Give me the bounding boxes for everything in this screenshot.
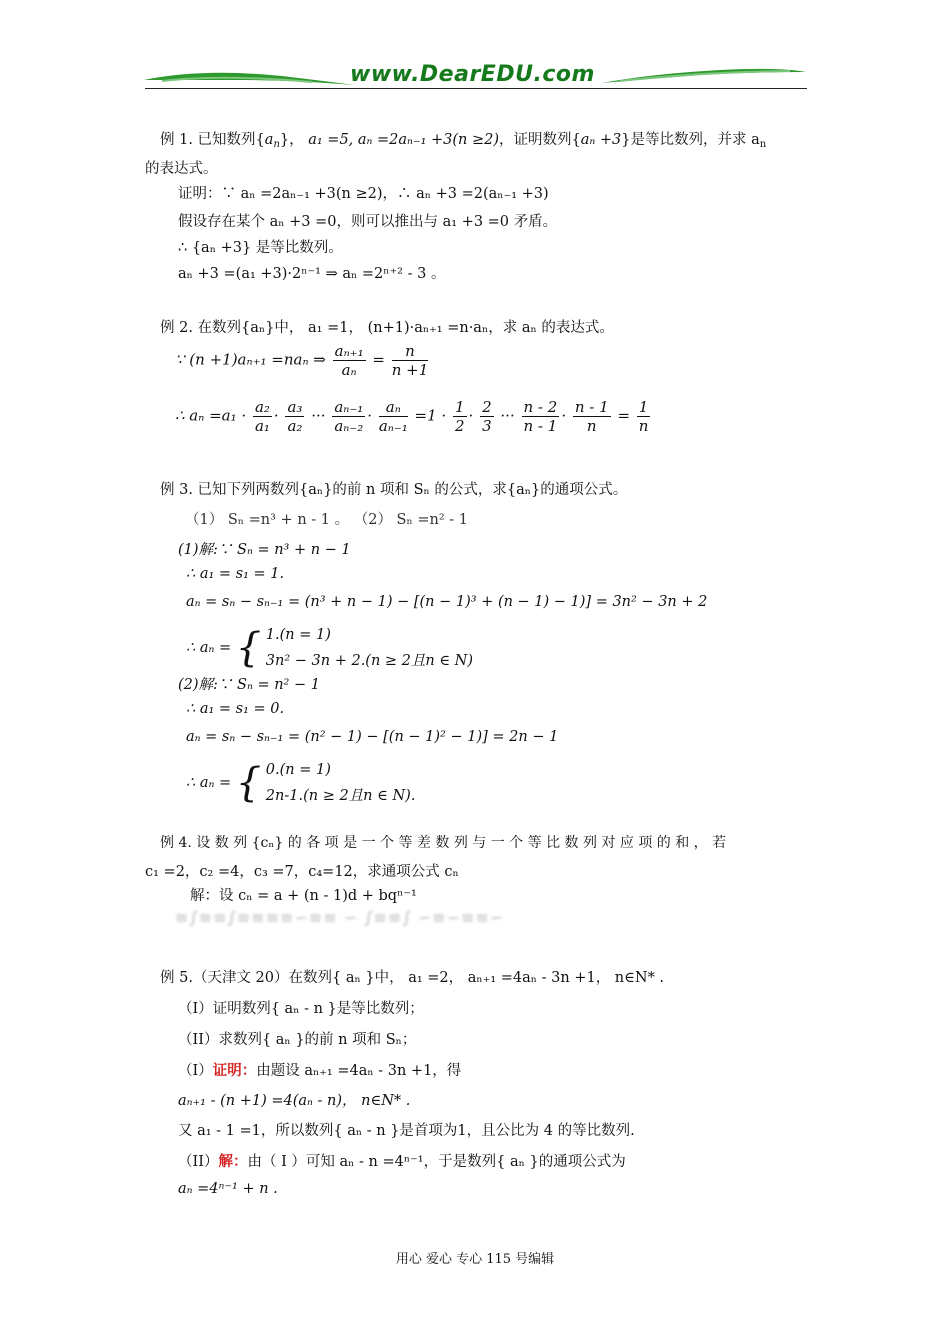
example-3-sol2-line1: (2)解:∵ Sₙ = n² − 1 [178, 677, 320, 693]
example-5-answer-1-line-3: 又 a₁ - 1 =1，所以数列{ aₙ - n }是首项为1，且公比为 4 的等比数列. [178, 1123, 635, 1139]
example-2-step-2: ∴ aₙ =a₁ · $\frac{\text{a₂}}{\text{a₁}}$ · $\frac{\text{a₃}}{\text{a₂}}$ ··· $\frac{\text{aₙ₋₁}}{\text{aₙ₋₂}}$ · $\frac{\text{aₙ}}{\text{aₙ₋₁}}$ =1 · $\frac{1}{2}$ · $\frac{2}{3}$ ··· $\frac{n - 2}{n - 1}$ · $\frac{n - 1}{n}$ = $\frac{1}{n}$ [175, 398, 649, 435]
example-3-sol1-line2: ∴ a₁ = s₁ = 1. [186, 566, 285, 582]
page-footer: 用心 爱心 专心 115 号编辑 [395, 1252, 555, 1267]
example-1-proof-3: ∴ {aₙ +3} 是等比数列。 [178, 240, 343, 256]
example-2-step-1: ∵ (n +1)aₙ₊₁ =naₙ ⇒ $\frac{\text{aₙ₊₁}}{\text{aₙ}}$ = $\frac{n}{n +1}$ [175, 342, 429, 379]
solution-label: 解： [218, 1153, 248, 1170]
example-5-question-2: （II）求数列{ aₙ }的前 n 项和 Sₙ； [178, 1032, 417, 1048]
example-1-line-2: 的表达式。 [145, 161, 218, 177]
example-5-title: 例 5.（天津文 20）在数列{ aₙ }中， a₁ =2， aₙ₊₁ =4aₙ - 3n +1， n∈N* . [160, 970, 665, 986]
example-5-answer-1: （I）证明：由题设 aₙ₊₁ =4aₙ - 3n +1，得 [178, 1062, 462, 1079]
example-4-solution: 解：设 cₙ = a + (n - 1)d + bqⁿ⁻¹ [190, 888, 417, 904]
example-2-title: 例 2. 在数列{aₙ}中， a₁ =1， (n+1)·aₙ₊₁ =n·aₙ，求 aₙ 的表达式。 [160, 320, 614, 336]
example-3-sol2-line2: ∴ a₁ = s₁ = 0. [186, 701, 285, 717]
left-swoosh-decoration [142, 66, 357, 88]
example-1-proof-1: 证明：∵ aₙ =2aₙ₋₁ +3(n ≥2)，∴ aₙ +3 =2(aₙ₋₁ +3) [178, 186, 549, 202]
header-divider [145, 88, 807, 89]
example-4-line-2: c₁ =2，c₂ =4，c₃ =7，c₄=12，求通项公式 cₙ [145, 864, 459, 880]
site-logo: www.DearEDU.com [350, 62, 595, 87]
example-3-sol2-line3: aₙ = sₙ − sₙ₋₁ = (n² − 1) − [(n − 1)² − 1)] = 2n − 1 [186, 729, 559, 745]
example-3-sol1-piecewise: ∴ aₙ = { 1.(n = 1) 3n² − 3n + 2.(n ≥ 2且n ∈ N) [186, 625, 474, 671]
example-5-question-1: （I）证明数列{ aₙ - n }是等比数列； [178, 1001, 424, 1017]
right-swoosh-decoration [600, 64, 808, 86]
example-4-line-1: 例 4. 设 数 列 {cₙ} 的 各 项 是 一 个 等 差 数 列 与 一 个 等 比 数 列 对 应 项 的 和 ， 若 [160, 835, 727, 851]
example-1-condition: a₁ =5, aₙ =2aₙ₋₁ +3(n ≥2) [308, 132, 500, 148]
example-1-proof-4: aₙ +3 =(a₁ +3)·2ⁿ⁻¹ ⇒ aₙ =2ⁿ⁺² - 3 。 [178, 266, 446, 282]
example-3-sol1-line1: (1)解:∵ Sₙ = n³ + n − 1 [178, 542, 351, 558]
example-3-title: 例 3. 已知下列两数列{aₙ}的前 n 项和 Sₙ 的公式，求{aₙ}的通项公式。 [160, 482, 628, 498]
blurred-equation-image: ≡∫≡≡∫≡≡≡≡∽≡≡ ∽ ∫≡≡∫ ∽≡∽≡≡∽ [175, 908, 505, 927]
example-1-proof-2: 假设存在某个 aₙ +3 =0，则可以推出与 a₁ +3 =0 矛盾。 [178, 214, 558, 230]
example-1-line-1: 例 1. 已知数列$\{a_n\}$， a₁ =5, aₙ =2aₙ₋₁ +3(n ≥2)，证明数列{aₙ +3}是等比数列，并求 $a_n$ [160, 132, 767, 150]
proof-label: 证明： [212, 1062, 257, 1079]
fraction: $\frac{n}{n +1}$ [391, 342, 429, 379]
example-3-sol2-piecewise: ∴ aₙ = { 0.(n = 1) 2n-1.(n ≥ 2且n ∈ N). [186, 760, 416, 806]
example-3-parts: （1） Sₙ =n³ + n - 1 。 （2） Sₙ =n² - 1 [185, 512, 469, 528]
example-5-answer-1-line-2: aₙ₊₁ - (n +1) =4(aₙ - n)， n∈N* . [178, 1093, 411, 1109]
fraction: $\frac{\text{aₙ₊₁}}{\text{aₙ}}$ [334, 342, 364, 379]
example-5-answer-2-line-2: aₙ =4ⁿ⁻¹ + n . [178, 1181, 278, 1197]
example-5-answer-2: （II）解：由（ I ）可知 aₙ - n =4ⁿ⁻¹，于是数列{ aₙ }的通项公式为 [178, 1153, 626, 1170]
example-3-sol1-line3: aₙ = sₙ − sₙ₋₁ = (n³ + n − 1) − [(n − 1)³ + (n − 1) − 1)] = 3n² − 3n + 2 [186, 594, 708, 610]
